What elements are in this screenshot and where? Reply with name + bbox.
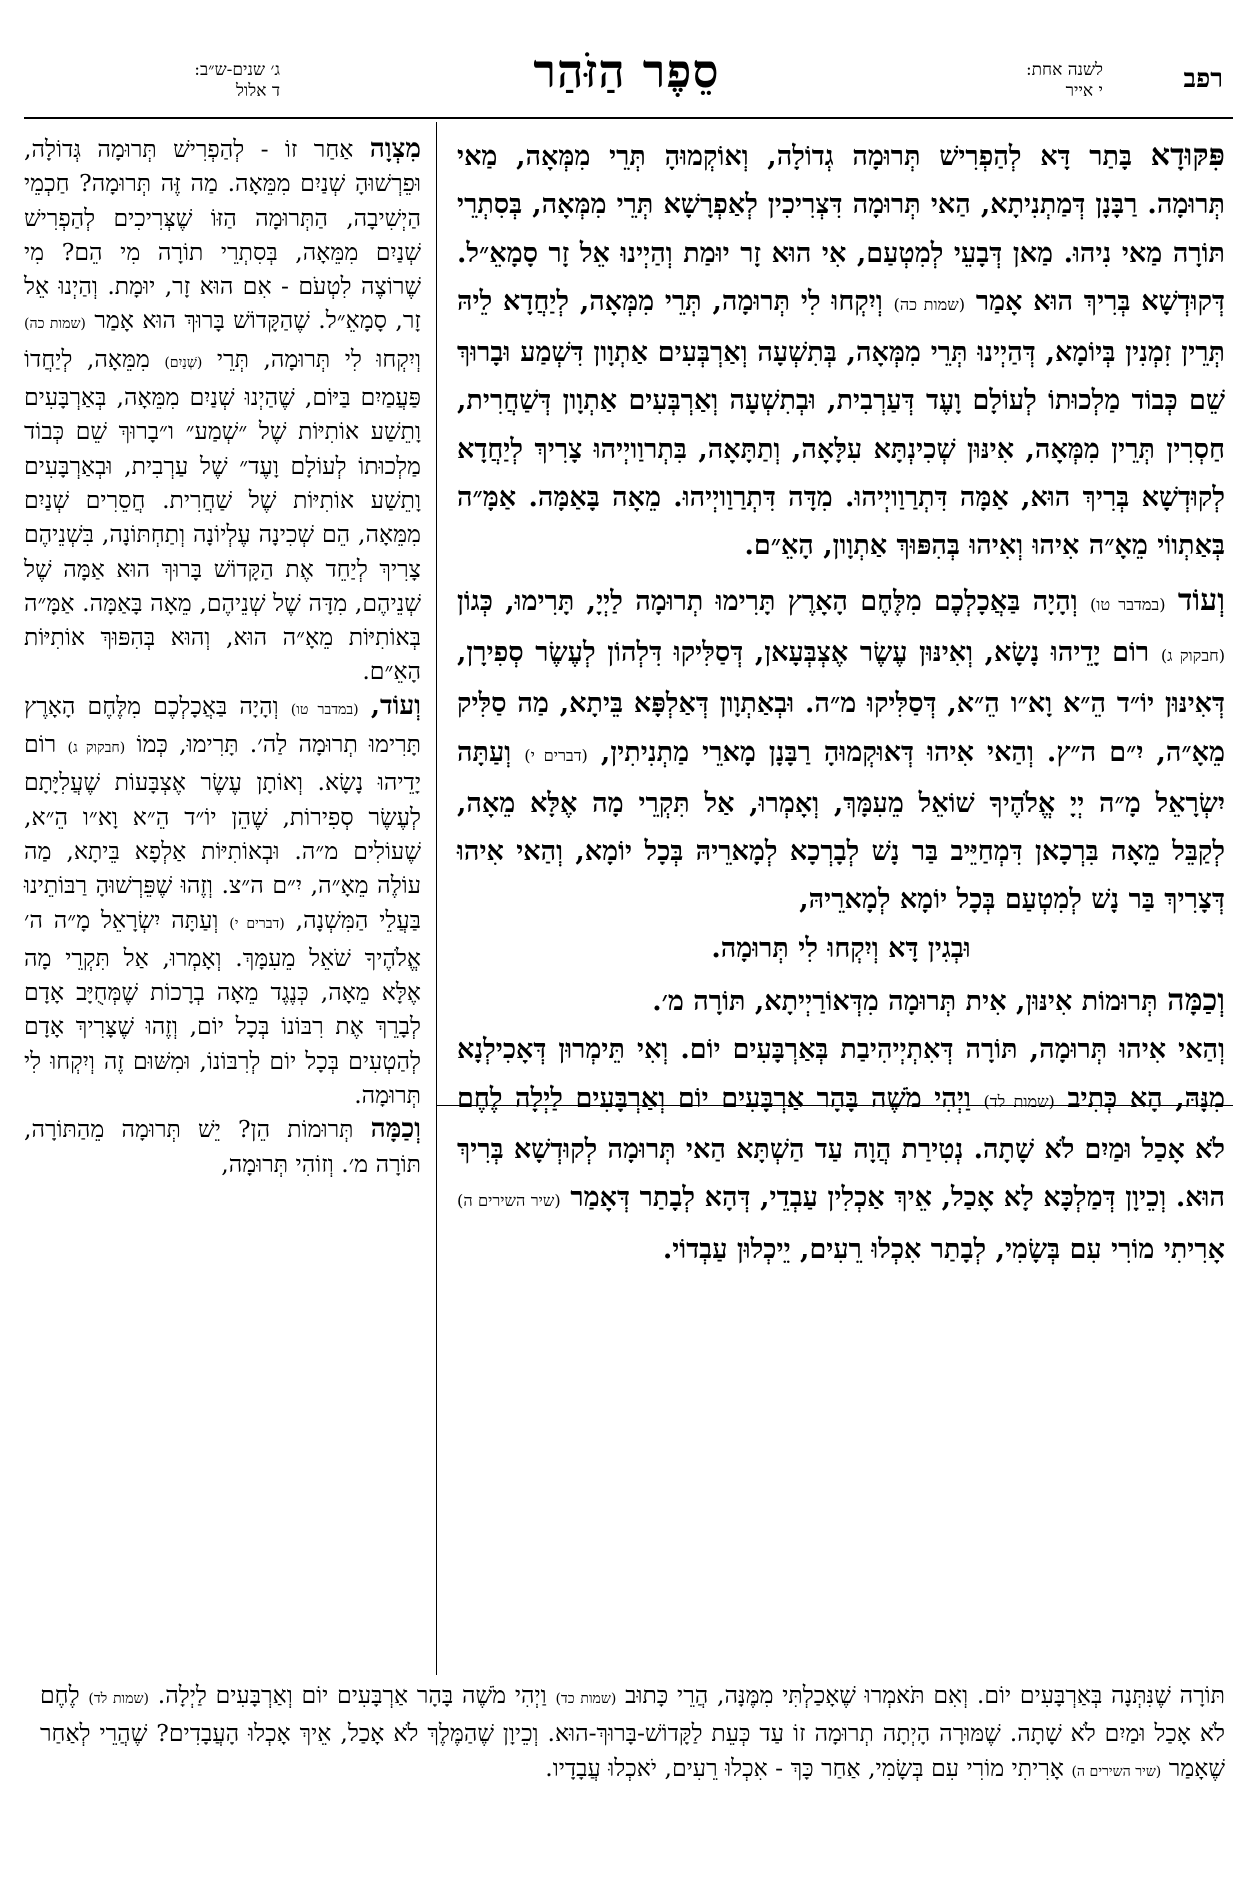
verse-reference: (דברים י) [524,745,588,765]
paragraph-text: וְיִקְחוּ לִי תְּרוּמָה, תְּרֵי מִמְּאָה, לְיַחֲדָא לֵיהּ תְּרֵין זִמְנִין בְּיוֹמָא, דְּהַיְינוּ תְּרֵי מִמְּאָה, בְּתִשְׁעָה וְאַרְבְּעִים אַתְוָון דִּשְׁמַע וּבָרוּךְ שֵׁם כְּבוֹד מַלְכוּתוֹ לְעוֹלָם וָעֶד דְּעַרְבִית, וּבְתִשְׁעָה וְאַרְבְּעִים אַתְוָון דְּשַׁחֲרִית, חַסְרִין תְּרֵין מִמְּאָה, אִינּוּן שְׁכִינְתָּא עִלָּאָה, וְתַתָּאָה, בִּתְרוַויְיהוּ צָרִיךְ לְיַחֲדָא לְקוּדְשָׁא בְּרִיךְ הוּא, אַמָּה דִּתְרַוַויְיהוּ. מִדָּה דִּתְרַוַויְיהוּ. מֵאָה בָּאַמָּה. אַמָּ״ה בְּאַתְווֹי מֵאָ״ה אִיהוּ וְאִיהוּ בְּהִפּוּךְ אַתְוָון, הָאֵ״ם. [457,285,1225,562]
paragraph-lead-word: פִּקּוּדָא [1150,138,1225,173]
verse-reference: (שמות לד) [983,1091,1055,1111]
verse-reference: (חבקוק ג) [1160,645,1226,665]
schedule-label: לשנה אחת: [1025,60,1103,80]
paragraph-lead-word: וְכַמָּה [370,1113,421,1145]
paragraph-lead-word: מִצְוָה [369,133,421,164]
schedule-label: ג׳ שנים-ש״ב: [194,60,280,80]
paragraph-text: תּוֹרָה שֶׁנִּתְּנָה בְּאַרְבָּעִים יוֹם. וְאִם תֹּאמְרוּ שֶׁאָכַלְתִּי מִמֶּנָּה, הֲרֵי כָּתוּב [625,1681,1225,1709]
page-number: רפב [1183,64,1223,94]
paragraph-text: אָרִיתִי מוֹרִי עִם בְּשָׂמִי, לְבָתַר אִכְלוּ רֵעִים, יֵיכְלוּן עַבְדוֹי. [662,1233,1225,1265]
verse-reference: (שמות כה) [893,294,966,314]
translation-paragraph-torah [40,1678,1225,1789]
paragraph-lead-word: וְכַמָּה [1167,983,1225,1019]
paragraph-pikuda [457,132,1225,571]
paragraph-lead-word: וְעוֹד [1177,582,1225,618]
translation-paragraph-veod [24,689,421,1113]
verse-reference: (שמות לד) [88,1691,149,1707]
verse-reference: (שיר השירים ה) [1071,1763,1162,1780]
paragraph-text: וְהַאי אִיהוּ תְּרוּמָה, תּוֹרָה דְּאִתְיְיהִיבַת בְּאַרְבָּעִים יוֹם. וְאִי תֵּימְרוּן דְּאָכִילְנָא מִנָּהּ, הָא כְּתִיב [457,1034,1225,1114]
schedule-date: י אייר [1065,81,1103,101]
verse-reference: (שְׁנַיִם) [164,354,203,371]
translation-continuation [40,1678,1225,1789]
paragraph-text: וְיִקְחוּ לִי תְּרוּמָה, תְּרֵי [216,344,421,373]
paragraph-vehai [457,1026,1225,1273]
paragraph-text: תְּרוּמוֹת הֵן? יֵשׁ תְּרוּמָה מֵהַתּוֹרָה, תּוֹרָה מ׳. וְזוֹהִי תְּרוּמָה, [24,1115,421,1178]
verse-reference: (חבקוק ג) [67,740,126,757]
paragraph-text: וַיְהִי מֹשֶׁה בָּהָר אַרְבָּעִים יוֹם וְאַרְבָּעִים לַיְלָה לֶחֶם לֹא אָכַל וּמַיִם לֹא שָׁתָה. נְטִירַת הֲוָה עַד הַשְׁתָּא הַאי תְּרוּמָה לְקוּדְשָׁא בְּרִיךְ הוּא. וְכֵיוָן דְּמַלְכָּא לָא אָכַל, אֵיךְ אַכְלִין עַבְדֵי, דְּהָא לְבָתַר דְּאָמַר [457,1082,1225,1214]
paragraph-lead-word: וְעוֹד, [370,689,421,721]
verse-reference: (שיר השירים ה) [457,1191,561,1211]
paragraph-text: וְהָיָה בַּאֲכָלְכֶם מִלֶּחֶם הָאָרֶץ תָּרִימוּ תְרוּמָה לַה׳. תָּרִימוּ, כְּמוֹ [24,691,421,759]
header-rule [24,117,1233,119]
hebrew-translation-column [24,132,421,1181]
paragraph-text: מִמֵּאָה, לְיַחֲדוֹ פַּעֲמַיִם בַּיּוֹם, שֶׁהַיְנוּ שְׁנַיִם מִמֵּאָה, בְּאַרְבָּעִים וָתֵשַׁע אוֹתִיּוֹת שֶׁל ״שְׁמַע״ ו״בָרוּךְ שֵׁם כְּבוֹד מַלְכוּתוֹ לְעוֹלָם וָעֶד״ שֶׁל עַרְבִית, וּבְאַרְבָּעִים וָתֵשַׁע אוֹתִיּוֹת שֶׁל שַׁחֲרִית. חֲסֵרִים שְׁנַיִם מִמֵּאָה, הֵם שְׁכִינָה עֶלְיוֹנָה וְתַחְתּוֹנָה, בִּשְׁנֵיהֶם צָרִיךְ לְיַחֵד אֶת הַקָּדוֹשׁ בָּרוּךְ הוּא אַמָּה שֶׁל שְׁנֵיהֶם, מִדָּה שֶׁל שְׁנֵיהֶם, מֵאָה בָּאַמָּה. אַמָּ״ה בְּאוֹתִיּוֹת מֵאָ״ה הוּא, וְהוּא בְּהִפּוּךְ אוֹתִיּוֹת הָאֵ״ם. [24,344,421,686]
main-column-bottom-rule [436,1105,1233,1106]
paragraph-text: רוֹם יָדֵיהוּ נָשָׂא, וְאִינּוּן עֶשֶׂר אֶצְבְּעָאן, דְּסַלִּיקוּ דִּלְהוֹן לְעֶשֶׂר סְפִירָן, דְּאִינּוּן יוֹ״ד הֵ״א וָא״ו הֵ״א, דְּסַלִּיקוּ מ״ה. וּבְאַתְוָון דְּאַלְפָּא בֵּיתָא, מַה סַלִּיק מֵאָ״ה, יִ״ם ה״ץ. וְהַאי אִיהוּ דְּאוּקְמוּהָ רַבָּנָן מָארֵי מַתְנִיתִין, [457,636,1226,768]
paragraph-text: רוֹם יָדֵיהוּ נָשָׂא. וְאוֹתָן עֶשֶׂר אֶצְבָּעוֹת שֶׁעֲלִיָּתָם לְעֶשֶׂר סְפִירוֹת, שֶׁהֵן יוֹ״ד הֵ״א וָא״ו הֵ״א, שֶׁעוֹלִים מ״ה. וּבְאוֹתִיּוֹת אַלְפָא בֵּיתָא, מַה עוֹלֶה מֵאָ״ה, יִ״ם ה״צ. וְזֶהוּ שֶׁפֵּרְשׁוּהָ רַבּוֹתֵינוּ בַּעֲלֵי הַמִּשְׁנָה, [24,730,421,934]
schedule-date: ד אלול [235,81,280,101]
paragraph-closing-line: וּבְגִין דָּא וְיִקְחוּ לִי תְּרוּמָה. [711,932,971,964]
paragraph-text: אַחַר זוֹ - לְהַפְרִישׁ תְּרוּמָה גְּדוֹלָה, וּפֵרְשׁוּהָ שְׁנַיִם מִמֵּאָה. מַה זֶּה תְּרוּמָה? חַכְמֵי הַיְשִׁיבָה, הַתְּרוּמָה הַזּוֹ שֶׁצְּרִיכִים לְהַפְרִישׁ שְׁנַיִם מִמֵּאָה, בְּסִתְרֵי תוֹרָה מִי הֵם? מִי שֶׁרוֹצֶה לִטְעֹם - אִם הוּא זָר, יוּמָת. וְהַיְנוּ אֵל זָר, סָמָאֵ״ל. שֶׁהַקָּדוֹשׁ בָּרוּךְ הוּא אָמַר [24,135,421,335]
paragraph-vekama [457,977,1225,1026]
verse-reference: (שמות כד) [555,1691,617,1707]
aramaic-text-column [457,132,1225,1274]
translation-paragraph-mitzvah [24,132,421,689]
paragraph-text: וְעַתָּה יִשְׂרָאֵל מָ״ה יְיָ אֱלֹהֶיךָ שׁוֹאֵל מֵעִמָּךְ, וְאָמְרוּ, אַל תִּקְרֵי מָה אֶלָּא מֵאָה, לְקַבֵּל מֵאָה בִּרְכָאן דִּמְחַיֵּיב בַּר נָשׁ לְבָרְכָא לְמָארֵיהּ בְּכָל יוֹמָא, וְהַאי אִיהוּ דְּצָרִיךְ בַּר נָשׁ לְמִטְעַם בְּכָל יוֹמָא לְמָארֵיהּ, [457,736,1225,916]
column-divider [436,122,437,1675]
reading-schedule-three-year [40,60,280,120]
paragraph-text: וְעַתָּה יִשְׂרָאֵל מָ״ה ה׳ אֱלֹהֶיךָ שֹׁאֵל מֵעִמָּךְ. וְאָמְרוּ, אַל תִּקְרֵי מָה אֶלָּא מֵאָה, כְּנֶגֶד מֵאָה בְרָכוֹת שֶׁמְּחֻיָּב אָדָם לְבָרֵךְ אֶת רִבּוֹנוֹ בְּכָל יוֹם, וְזֶהוּ שֶׁצָּרִיךְ אָדָם לְהַטְעִים בְּכָל יוֹם לְרִבּוֹנוֹ, וּמִשּׁוּם זֶה וְיִקְחוּ לִי תְּרוּמָה. [24,905,421,1110]
paragraph-text: לֶחֶם לֹא אָכַל וּמַיִם לֹא שָׁתָה. שֶׁמּוּרָה הָיְתָה תְרוּמָה זוֹ עַד כְּעֵת לַקָּדוֹשׁ-בָּרוּךְ-הוּא. וְכֵיוָן שֶׁהַמֶּלֶךְ לֹא אָכַל, אֵיךְ אָכְלוּ הָעֲבָדִים? שֶׁהֲרֵי לְאַחַר שֶׁאָמַר [40,1681,1225,1782]
paragraph-text: אָרִיתִי מוֹרִי עִם בְּשָׂמִי, אַחַר כָּךְ - אִכְלוּ רֵעִים, יֹאכְלוּ עֲבָדָיו. [545,1753,1064,1782]
paragraph-veod [457,577,1225,925]
paragraph-text: וְהָיָה בַּאֲכָלְכֶם מִלֶּחֶם הָאָרֶץ תָּרִימוּ תְרוּמָה לַיְיָ, תָּרִימוּ, כְּגוֹן [457,585,1078,617]
translation-paragraph-vekama [24,1112,421,1181]
verse-reference: (במדבר טו) [1089,594,1166,614]
book-title: סֵפֶר הַזֹּהַר [533,44,720,98]
verse-reference: (דברים י) [229,915,285,932]
paragraph-text: בָּתַר דָּא לְהַפְרִישׁ תְּרוּמָה גְדוֹלָה, וְאוֹקְמוּהָ תְּרֵי מִמְּאָה, מַאי תְּרוּמָה. רַבָּנָן דְּמַתְנִיתָא, הַאי תְּרוּמָה דִּצְרִיכִין לְאַפְרָשָׁא תְּרֵי מִמְּאָה, בְּסִתְרֵי תּוֹרָה מַאי נִיהוּ. מַאן דְּבָעֵי לְמִטְעַם, אִי הוּא זָר יוּמַת וְהַיְינוּ אֵל זָר סָמָאֵ״ל. דְּקוּדְשָׁא בְּרִיךְ הוּא אָמַר [457,141,1226,317]
verse-reference: (במדבר טו) [290,701,359,718]
paragraph-text: וַיְהִי מֹשֶׁה בָּהָר אַרְבָּעִים יוֹם וְאַרְבָּעִים לַיְלָה. [157,1681,547,1709]
verse-reference: (שמות כה) [24,316,86,333]
paragraph-text: תְּרוּמוֹת אִינּוּן, אִית תְּרוּמָה מִדְּאוֹרַיְיתָא, תּוֹרָה מ׳. [652,986,1158,1018]
